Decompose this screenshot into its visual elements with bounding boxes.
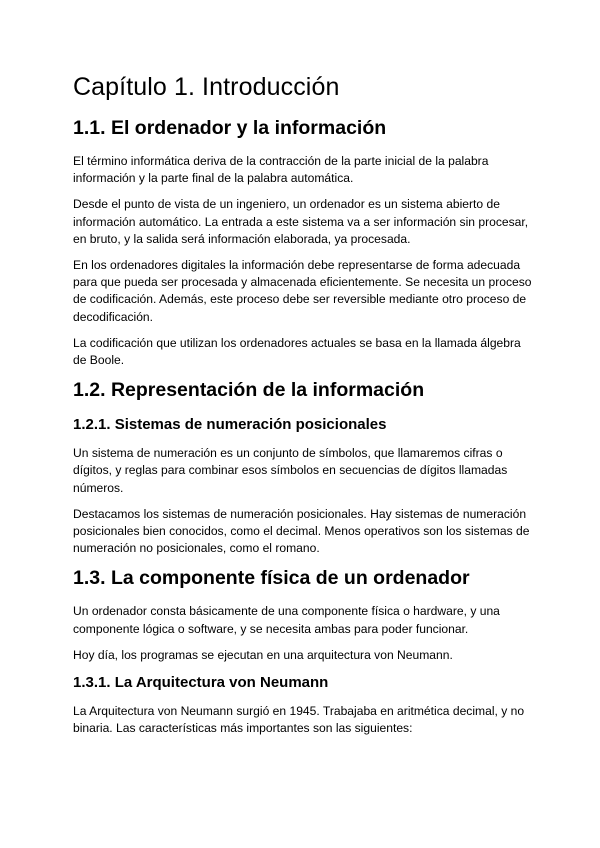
section-heading-1-3: 1.3. La componente física de un ordenador [73, 567, 470, 590]
paragraph: Destacamos los sistemas de numeración posicionales. Hay sistemas de numeración posicionales bien conocidos, como el decimal. Menos operativos son los sistemas de numeración no posicionales, como el romano. [73, 506, 530, 556]
paragraph: Un sistema de numeración es un conjunto de símbolos, que llamaremos cifras o dígitos, y reglas para combinar esos símbolos en secuencias de dígitos llamadas números. [73, 446, 508, 495]
chapter-title: Capítulo 1. Introducción [73, 73, 340, 101]
paragraph: Un ordenador consta básicamente de una componente física o hardware, y una componente lógica o software, y se necesita ambas para poder funcionar. [73, 604, 500, 636]
paragraph: Desde el punto de vista de un ingeniero, un ordenador es un sistema abierto de información automático. La entrada a este sistema va a ser información sin procesar, en bruto, y la salida será información elaborada, ya procesada. [73, 197, 529, 246]
paragraph: La codificación que utilizan los ordenadores actuales se basa en la llamada álgebra de Boole. [73, 335, 521, 368]
section-heading-1-2: 1.2. Representación de la información [73, 379, 425, 402]
document-page [73, 72, 533, 746]
paragraph: Hoy día, los programas se ejecutan en una arquitectura von Neumann. [73, 647, 453, 662]
paragraph: El término informática deriva de la contracción de la parte inicial de la palabra información y la parte final de la palabra automática. [73, 154, 489, 186]
paragraph: La Arquitectura von Neumann surgió en 1945. Trabajaba en aritmética decimal, y no binaria. Las características más importantes son las siguientes: [73, 704, 525, 736]
section-heading-1-1: 1.1. El ordenador y la información [73, 117, 387, 139]
subsection-heading-1-3-1: 1.3.1. La Arquitectura von Neumann [73, 674, 329, 692]
subsection-heading-1-2-1: 1.2.1. Sistemas de numeración posicionales [73, 416, 387, 434]
paragraph: En los ordenadores digitales la información debe representarse de forma adecuada para que pueda ser procesada y almacenada eficientemente. Se necesita un proceso de codificación. Además, este proceso debe ser reversible mediante otro proceso de decodificación. [73, 258, 532, 324]
